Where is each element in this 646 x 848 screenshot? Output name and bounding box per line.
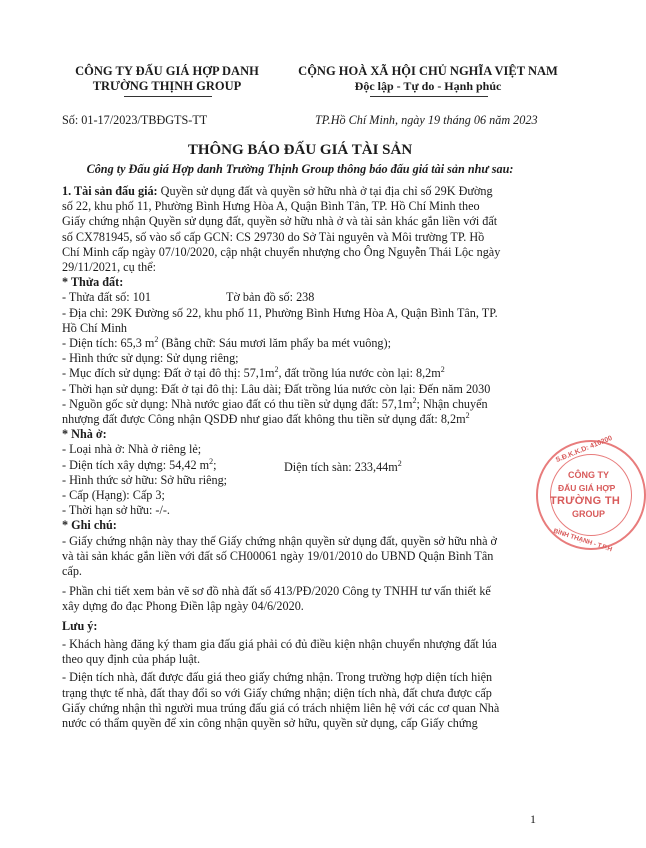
notes-heading: * Ghi chú: bbox=[62, 518, 117, 533]
seal-line2: ĐẤU GIÁ HỢP bbox=[558, 483, 616, 493]
map-sheet-number: Tờ bản đồ số: 238 bbox=[226, 290, 315, 305]
section1-line1: 1. Tài sản đấu giá: Quyền sử dụng đất và quyền sở hữu nhà ở tại địa chỉ số 29K Đường bbox=[62, 184, 493, 198]
section1-label: 1. Tài sản đấu giá: bbox=[62, 184, 158, 198]
seal-line4: GROUP bbox=[572, 509, 606, 519]
land-heading: * Thửa đất: bbox=[62, 275, 124, 290]
seal-bottom-text: BÌNH THẠNH - T.P.H bbox=[552, 527, 613, 554]
section1-line6: 29/11/2021, cụ thể: bbox=[62, 260, 156, 275]
section1-line2: số 22, khu phố 11, Phường Bình Hưng Hòa A, Quận Bình Tân, TP. Hồ Chí Minh theo bbox=[62, 199, 480, 214]
caution1-line1: - Khách hàng đăng ký tham gia đấu giá phải có đủ điều kiện nhận chuyển nhượng đất lúa bbox=[62, 636, 497, 651]
land-origin-line1: - Nguồn gốc sử dụng: Nhà nước giao đất có thu tiền sử dụng đất: $57,1m^2$; Nhận chuyển bbox=[62, 395, 488, 411]
caution2-line2: trạng thực tế nhà, đất thay đổi so với Giấy chứng nhận; diện tích nhà, đất chưa được cấp bbox=[62, 685, 492, 700]
seal-code: S.Đ.K.K.D: 410200 bbox=[554, 434, 614, 465]
house-type: - Loại nhà ở: Nhà ở riêng lẻ; bbox=[62, 442, 202, 457]
caution2-line3: Giấy chứng nhận thì người mua trúng đấu giá có trách nhiệm liên hệ với các cơ quan Nhà bbox=[62, 700, 500, 715]
note2-line2: xây dựng đo đạc Phong Điền lập ngày 04/6/2020. bbox=[62, 599, 304, 614]
house-heading: * Nhà ở: bbox=[62, 427, 107, 442]
house-build-area: - Diện tích xây dựng: 54,42 $m^2$; bbox=[62, 456, 217, 472]
document-number: Số: 01-17/2023/TBĐGTS-TT bbox=[62, 113, 208, 127]
section1-line3: Giấy chứng nhận Quyền sử dụng đất, quyền sở hữu nhà ở và tài sản khác gắn liền với đất bbox=[62, 214, 498, 229]
company-name-line1: CÔNG TY ĐẤU GIÁ HỢP DANH bbox=[75, 64, 259, 78]
note2-line1: - Phần chi tiết xem bản vẽ sơ đồ nhà đất số 413/PĐ/2020 Công ty TNHH tư vấn thiết kế bbox=[62, 584, 491, 599]
caution-heading: Lưu ý: bbox=[62, 618, 98, 633]
seal-line3: TRƯỜNG TH bbox=[550, 495, 621, 507]
section1-line5: Chí Minh cấp ngày 07/10/2020, cập nhật chuyển nhượng cho Ông Nguyễn Thái Lộc ngày bbox=[62, 244, 501, 259]
caution1-line2: theo quy định của pháp luật. bbox=[62, 652, 201, 667]
intro-text: Công ty Đấu giá Hợp danh Trường Thịnh Group thông báo đấu giá tài sản như sau: bbox=[86, 162, 514, 176]
note1-line3: cấp. bbox=[62, 564, 82, 579]
house-term: - Thời hạn sở hữu: -/-. bbox=[62, 503, 170, 518]
land-purpose: - Mục đích sử dụng: Đất ở tại đô thị: $57,1m^2$, đất trồng lúa nước còn lại: $8,2m^2$ bbox=[62, 365, 445, 381]
company-seal bbox=[536, 434, 646, 554]
note1-line2: và tài sản khác gắn liền với đất số CH00061 ngày 19/01/2010 do UBND Quận Bình Tân bbox=[62, 548, 494, 563]
land-term: - Thời hạn sử dụng: Đất ở tại đô thị: Lâu dài; Đất trồng lúa nước còn lại: Đến năm 2030 bbox=[62, 381, 491, 396]
house-floor-area: Diện tích sàn: $233,44m^2$ bbox=[284, 458, 402, 474]
house-grade: - Cấp (Hạng): Cấp 3; bbox=[62, 488, 165, 503]
company-name-line2: TRƯỜNG THỊNH GROUP bbox=[92, 79, 242, 93]
page-title: THÔNG BÁO ĐẤU GIÁ TÀI SẢN bbox=[187, 142, 413, 158]
note1-line1: - Giấy chứng nhận này thay thế Giấy chứng nhận quyền sử dụng đất, quyền sở hữu nhà ở bbox=[62, 533, 497, 548]
land-address-line2: Hồ Chí Minh bbox=[62, 320, 128, 335]
land-use-form: - Hình thức sử dụng: Sử dụng riêng; bbox=[62, 351, 239, 366]
land-address-line1: - Địa chỉ: 29K Đường số 22, khu phố 11, Phường Bình Hưng Hòa A, Quận Bình Tân, TP. bbox=[62, 305, 498, 320]
house-ownership: - Hình thức sở hữu: Sở hữu riêng; bbox=[62, 472, 228, 487]
place-date: TP.Hồ Chí Minh, ngày 19 tháng 06 năm 2023 bbox=[315, 113, 538, 127]
section1-line4: số CX781945, số vào sổ cấp GCN: CS 29730 do Sở Tài nguyên và Môi trường TP. Hồ bbox=[62, 229, 485, 244]
seal-line1: CÔNG TY bbox=[568, 470, 610, 480]
page-number: 1 bbox=[530, 812, 536, 826]
nation-motto: Độc lập - Tự do - Hạnh phúc bbox=[354, 79, 502, 93]
parcel-number: - Thửa đất số: 101 bbox=[62, 290, 151, 305]
caution2-line4: nước có thẩm quyền để xin công nhận quyền sở hữu, quyền sử dụng, cấp Giấy chứng bbox=[62, 715, 478, 730]
nation-title: CỘNG HOÀ XÃ HỘI CHỦ NGHĨA VIỆT NAM bbox=[298, 64, 558, 78]
land-origin-line2: nhượng đất được Công nhận QSDĐ như giao đất không thu tiền sử dụng đất: $8,2m^2$ bbox=[62, 410, 470, 427]
caution2-line1: - Diện tích nhà, đất được đấu giá theo giấy chứng nhận. Trong trường hợp diện tích hiện bbox=[62, 670, 493, 685]
land-area: - Diện tích: 65,3 $m^2$ (Bằng chữ: Sáu mươi lăm phẩy ba mét vuông); bbox=[62, 334, 391, 351]
